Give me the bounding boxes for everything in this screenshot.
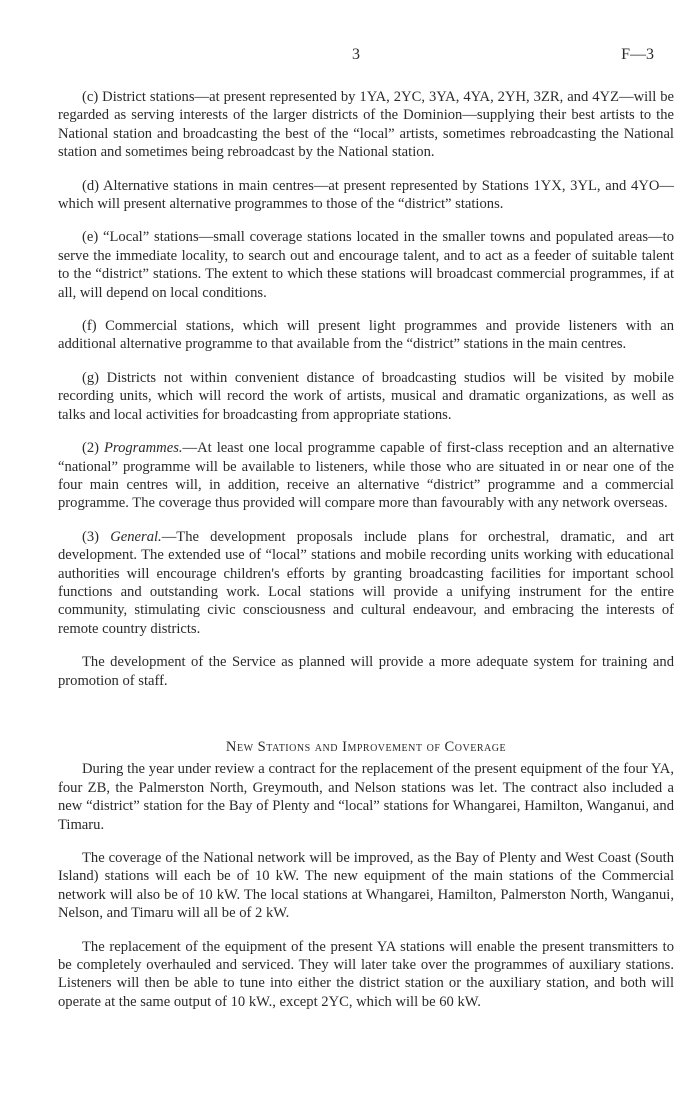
paragraph-f [58, 317, 674, 354]
paragraph-text: The development of the Service as planned will provide a more adequate system for training and promotion of staff. [58, 654, 674, 689]
paragraph-general [58, 528, 674, 638]
page-number: 3 [352, 46, 360, 63]
paragraph-label: (g) [82, 369, 100, 386]
paragraph-heading: General. [110, 528, 162, 545]
paragraph-programmes [58, 439, 674, 513]
paragraph-text: —The development proposals include plans for orchestral, dramatic, and art development. The extended use of “local” stations and mobile recording units working with educational authorities will encourage children's efforts by granting broadcasting facilities for important school functions and outstanding work. Local stations will provide a unifying instrument for the entire community, stimulating civic consciousness and cultural endeavour, and embracing the interests of remote country districts. [58, 528, 674, 637]
section-paragraph: The coverage of the National network will be improved, as the Bay of Plenty and West Coast (South Island) stations will each be of 10 kW. The new equipment of the main stations of the Commercial network will also be of 10 kW. The local stations at Whangarei, Hamilton, Palmerston North, Wanganui, Nelson, and Timaru will all be of 2 kW. [58, 850, 674, 922]
page-header [58, 46, 654, 66]
paragraph-label: (d) [82, 177, 100, 194]
paragraph-text: Commercial stations, which will present light programmes and provide listeners with an additional alternative programme to that available from the “district” stations in the main centres. [58, 318, 674, 353]
paragraph-label: (2) [82, 440, 100, 457]
paragraph-staff [58, 653, 674, 690]
paragraph-c [58, 88, 674, 162]
paragraph-label: (f) [82, 318, 97, 335]
paragraph-text: Districts not within convenient distance of broadcasting studios will be visited by mobile recording units, which will record the work of artists, musical and dramatic organizations, as well as talks and local activities for broadcasting from appropriate stations. [58, 369, 674, 423]
paragraph-label: (3) [82, 528, 100, 545]
paragraph-label: (e) [82, 229, 99, 246]
paragraph-g [58, 369, 674, 424]
section-paragraph: The replacement of the equipment of the present YA stations will enable the present transmitters to be completely overhauled and serviced. They will later take over the programmes of auxiliary stations. Listeners will then be able to tune into either the district station or the auxiliary station, and both will operate at the same output of 10 kW., except 2YC, which will be 60 kW. [58, 938, 674, 1010]
page-reference: F—3 [621, 46, 654, 63]
section-paragraph: During the year under review a contract for the replacement of the present equipment of the four YA, four ZB, the Palmerston North, Greymouth, and Nelson stations was let. The contract also included a new “district” station for the Bay of Plenty and “local” stations for Whangarei, Hamilton, Wanganui, and Timaru. [58, 761, 674, 833]
paragraph-text: Alternative stations in main centres—at present represented by Stations 1YX, 3YL, and 4YO—which will present alternative programmes to those of the “district” stations. [58, 177, 675, 213]
paragraph-text: —At least one local programme capable of first-class reception and an alternative “national” programme will be available to listeners, while those who are situated in or near one of the four main centres will, in addition, receive an alternative “district” programme and a commercial programme. The coverage thus provided will compare more than favourably with any network overseas. [58, 440, 675, 512]
section-heading: New Stations and Improvement of Coverage [225, 738, 507, 755]
paragraph-text: District stations—at present represented by 1YA, 2YC, 3YA, 4YA, 2YH, 3ZR, and 4YZ—will be regarded as serving interests of the larger districts of the Dominion—supplying their best artists to the National station and broadcasting the best of the “local” artists, sometimes rebroadcasting the National station and sometimes being rebroadcast by the National station. [58, 89, 675, 161]
document-body [58, 88, 674, 1026]
paragraph-text: “Local” stations—small coverage stations located in the smaller towns and populated areas—to serve the immediate locality, to search out and encourage talent, and to act as a feeder of suitable talent to the “district” stations. The extent to which these stations will broadcast commercial programmes, if at all, will depend on local conditions. [58, 229, 674, 301]
paragraph-e [58, 228, 674, 302]
paragraph-d [58, 177, 674, 214]
paragraph-label: (c) [82, 89, 99, 105]
paragraph-heading: Programmes. [104, 440, 183, 457]
